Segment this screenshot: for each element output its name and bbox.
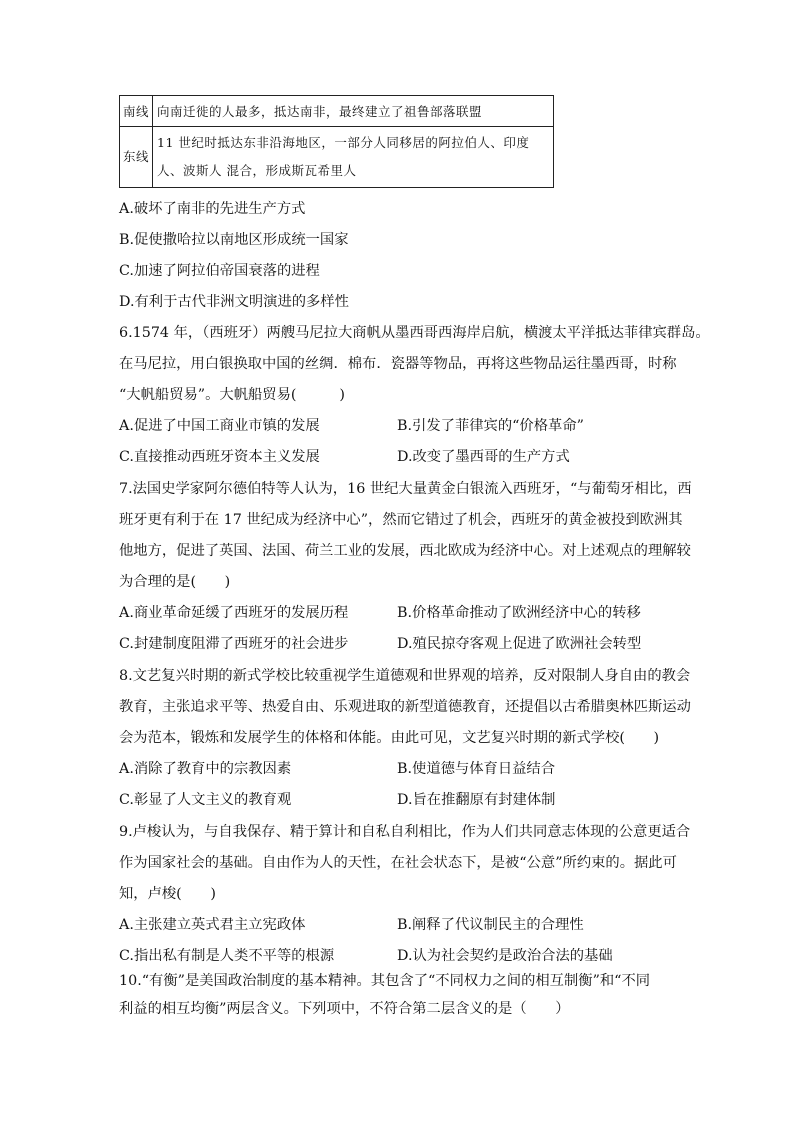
q10-stem-line: 10.“有衡”是美国政治制度的基本精神。其包含了“不同权力之间的相互制衡”和“不同 xyxy=(119,973,651,989)
q5-option-c: C.加速了阿拉伯帝国衰落的进程 xyxy=(119,263,320,279)
q6-stem-line: “大帆船贸易”。大帆船贸易( ) xyxy=(119,387,345,403)
q7-stem-line: 他地方，促进了英国、法国、荷兰工业的发展，西北欧成为经济中心。对上述观点的理解较 xyxy=(119,543,691,559)
q8-option-a: A.消除了教育中的宗教因素 xyxy=(119,761,292,777)
q6-stem-line: 在马尼拉，用白银换取中国的丝绸．棉布．瓷器等物品，再将这些物品运往墨西哥，时称 xyxy=(119,356,677,372)
q6-option-b: B.引发了菲律宾的“价格革命” xyxy=(397,418,584,434)
q6-option-c: C.直接推动西班牙资本主义发展 xyxy=(119,449,320,465)
table-cell-line: 11 世纪时抵达东非沿海地区，一部分人同移居的阿拉伯人、印度 xyxy=(157,135,530,150)
migration-table xyxy=(119,95,554,188)
q6-stem-line: 6.1574 年，（西班牙）两艘马尼拉大商帆从墨西哥西海岸启航，横渡太平洋抵达菲律宾群岛。 xyxy=(119,325,710,341)
q5-option-a: A.破坏了南非的先进生产方式 xyxy=(119,201,306,217)
q7-option-c: C.封建制度阻滞了西班牙的社会进步 xyxy=(119,636,349,652)
q8-option-d: D.旨在推翻原有封建体制 xyxy=(397,792,556,808)
q9-option-a: A.主张建立英式君主立宪政体 xyxy=(119,917,306,933)
q10-stem-line: 利益的相互均衡”两层含义。下列项中，不符合第二层含义的是（ ） xyxy=(119,1001,570,1017)
table-cell-text: 向南迁徙的人最多，抵达南非，最终建立了祖鲁部落联盟 xyxy=(153,96,554,127)
table-row xyxy=(120,127,554,188)
q8-stem-line: 会为范本，锻炼和发展学生的体格和体能。由此可见，文艺复兴时期的新式学校( ) xyxy=(119,730,660,746)
q7-option-b: B.价格革命推动了欧洲经济中心的转移 xyxy=(397,605,641,621)
q7-option-a: A.商业革命延缓了西班牙的发展历程 xyxy=(119,605,349,621)
q9-option-c: C.指出私有制是人类不平等的根源 xyxy=(119,948,335,964)
q6-option-a: A.促进了中国工商业市镇的发展 xyxy=(119,418,320,434)
table-cell-key: 南线 xyxy=(120,96,153,127)
q7-option-d: D.殖民掠夺客观上促进了欧洲社会转型 xyxy=(397,636,642,652)
q7-stem-line: 班牙更有利于在 17 世纪成为经济中心”，然而它错过了机会，西班牙的黄金被投到欧洲其 xyxy=(119,512,683,528)
q9-stem-line: 9.卢梭认为，与自我保存、精于算计和自私自利相比，作为人们共同意志体现的公意更适合 xyxy=(119,824,691,840)
table-row xyxy=(120,96,554,127)
table-cell-line: 人、波斯人 混合，形成斯瓦希里人 xyxy=(157,163,357,178)
q9-stem-line: 知，卢梭( ) xyxy=(119,886,216,902)
q6-option-d: D.改变了墨西哥的生产方式 xyxy=(397,449,570,465)
q8-option-b: B.使道德与体育日益结合 xyxy=(397,761,556,777)
table-cell-key: 东线 xyxy=(120,127,153,188)
q9-option-b: B.阐释了代议制民主的合理性 xyxy=(397,917,584,933)
q7-stem-line: 为合理的是( ) xyxy=(119,574,231,590)
q9-stem-line: 作为国家社会的基础。自由作为人的天性，在社会状态下，是被“公意”所约束的。据此可 xyxy=(119,855,677,871)
q9-option-d: D.认为社会契约是政治合法的基础 xyxy=(397,948,613,964)
q5-option-b: B.促使撒哈拉以南地区形成统一国家 xyxy=(119,232,349,248)
q5-option-d: D.有利于古代非洲文明演进的多样性 xyxy=(119,294,349,310)
q8-option-c: C.彰显了人文主义的教育观 xyxy=(119,792,292,808)
table-cell-text xyxy=(153,127,554,188)
q8-stem-line: 教育，主张追求平等、热爱自由、乐观进取的新型道德教育，还提倡以古希腊奥林匹斯运动 xyxy=(119,699,691,715)
q7-stem-line: 7.法国史学家阿尔德伯特等人认为，16 世纪大量黄金白银流入西班牙，“与葡萄牙相比，西 xyxy=(119,481,692,497)
q8-stem-line: 8.文艺复兴时期的新式学校比较重视学生道德观和世界观的培养，反对限制人身自由的教会 xyxy=(119,668,691,684)
